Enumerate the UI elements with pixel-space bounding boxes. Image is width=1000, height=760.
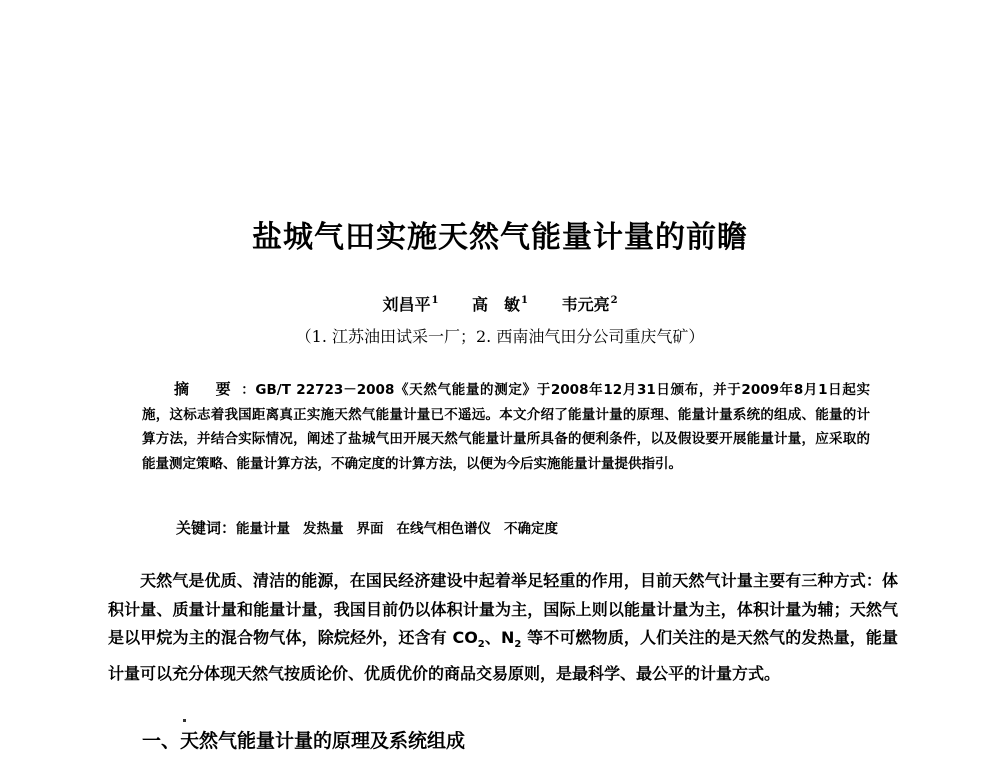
author-2 [472, 295, 528, 314]
keywords-label: 关键词： [176, 519, 237, 537]
abstract-label: 摘 要 [174, 380, 242, 398]
keyword: 在线气相色谱仪 [396, 521, 492, 537]
author-affiliation-mark: 2 [610, 295, 618, 306]
keyword: 界面 [356, 521, 384, 537]
author-name: 高 敏 [472, 295, 521, 314]
abstract-text: ：GB/T 22723－2008《天然气能量的测定》于2008年12月31日颁布，并于2009年8月1日起实施，这标志着我国距离真正实施天然气能量计量已不遥远。本文介绍了能量计量的原理、能量计量系统的组成、能量的计算方法，并结合实际情况，阐述了盐城气田开展天然气能量计量所具备的便利条件，以及假设要开展能量计量，应采取的能量测定策略、能量计算方法，不确定度的计算方法，以便为今后实施能量计量提供指引。 [142, 382, 870, 472]
author-list [0, 289, 1000, 317]
subscript: 2 [514, 639, 522, 651]
author-name: 韦元亮 [561, 295, 610, 314]
abstract [142, 377, 870, 476]
section-heading: 一、天然气能量计量的原理及系统组成 [142, 730, 466, 752]
keyword: 不确定度 [504, 521, 559, 537]
affiliations: （1. 江苏油田试采一厂；2. 西南油气田分公司重庆气矿） [295, 327, 705, 346]
scan-speck [183, 719, 186, 722]
author-affiliation-mark: 1 [521, 295, 528, 306]
author-affiliation-mark: 1 [431, 295, 439, 306]
intro-text-3: 等不可燃物质，人们关注的是天然气的发热量，能量计量可以充分体现天然气按质论价、优质优价的商品交易原则，是最科学、最公平的计量方式。 [108, 628, 898, 683]
author-1 [382, 295, 438, 314]
keyword: 发热量 [303, 521, 344, 537]
intro-text-2: 、N [484, 628, 515, 647]
intro-text-1: 天然气是优质、清洁的能源，在国民经济建设中起着举足轻重的作用，目前天然气计量主要有三种方式：体积计量、质量计量和能量计量，我国目前仍以体积计量为主，国际上则以能量计量为主，体积计量为辅；天然气是以甲烷为主的混合物气体，除烷烃外，还含有 CO [108, 571, 898, 647]
author-name: 刘昌平 [382, 295, 431, 314]
paper-title: 盐城气田实施天然气能量计量的前瞻 [252, 220, 748, 255]
keyword: 能量计量 [236, 521, 291, 537]
keywords [176, 516, 571, 541]
author-3 [562, 295, 618, 314]
intro-paragraph [108, 567, 898, 688]
subscript: 2 [477, 639, 485, 651]
